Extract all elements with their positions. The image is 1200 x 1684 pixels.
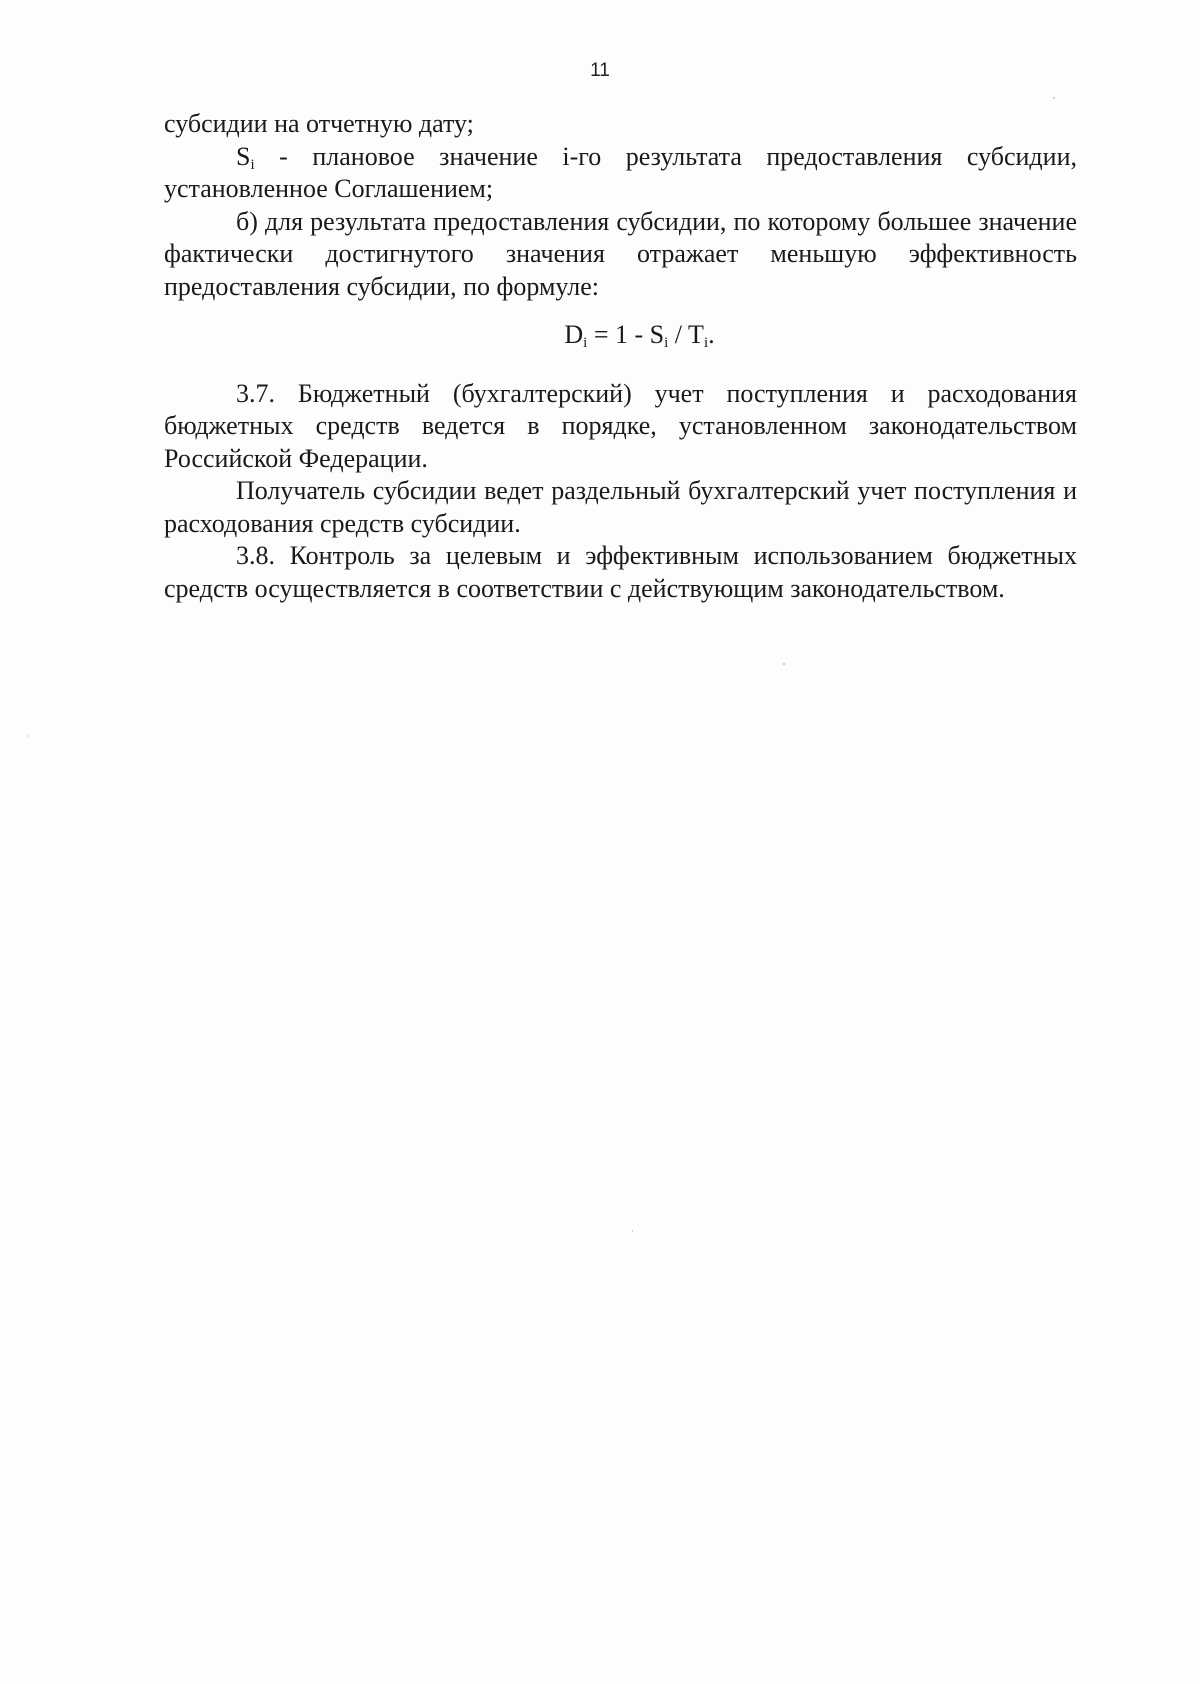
- formula-t-subscript: i: [703, 335, 709, 351]
- formula-d: D: [564, 320, 584, 349]
- formula-s-subscript: i: [664, 335, 669, 351]
- paragraph-planned-value: [164, 141, 1077, 206]
- document-body: [164, 108, 1077, 605]
- formula-middle: = 1 - S: [587, 320, 665, 349]
- paragraph-3-7: 3.7. Бюджетный (бухгалтерский) учет поступления и расходования бюджетных средств ведется в порядке, установленном законодательством Российской Федерации.: [164, 378, 1077, 473]
- formula-end: .: [708, 320, 715, 349]
- planned-value-text: - плановое значение i-го результата предоставления субсидии, установленное Соглашением;: [164, 141, 1077, 203]
- scan-speck: [783, 663, 785, 665]
- formula-d-subscript: i: [583, 335, 588, 351]
- scan-speck: [1053, 97, 1055, 99]
- formula: [164, 319, 1077, 352]
- scan-speck: [632, 1230, 633, 1232]
- paragraph-reporting-date: субсидии на отчетную дату;: [164, 109, 474, 138]
- formula-division: / T: [668, 320, 704, 349]
- paragraph-result-b: б) для результата предоставления субсидии, по которому большее значение фактически достигнутого значения отражает меньшую эффективность предоставления субсидии, по формуле:: [164, 206, 1077, 301]
- paragraph-3-8: 3.8. Контроль за целевым и эффективным использованием бюджетных средств осуществляется в соответствии с действующим законодательством.: [164, 541, 1077, 603]
- symbol-s: S: [236, 141, 251, 171]
- scan-speck: [28, 735, 29, 737]
- symbol-s-subscript: i: [250, 156, 255, 173]
- paragraph-recipient-accounting: Получатель субсидии ведет раздельный бухгалтерский учет поступления и расходования средств субсидии.: [164, 476, 1077, 538]
- page-number: 11: [590, 60, 610, 81]
